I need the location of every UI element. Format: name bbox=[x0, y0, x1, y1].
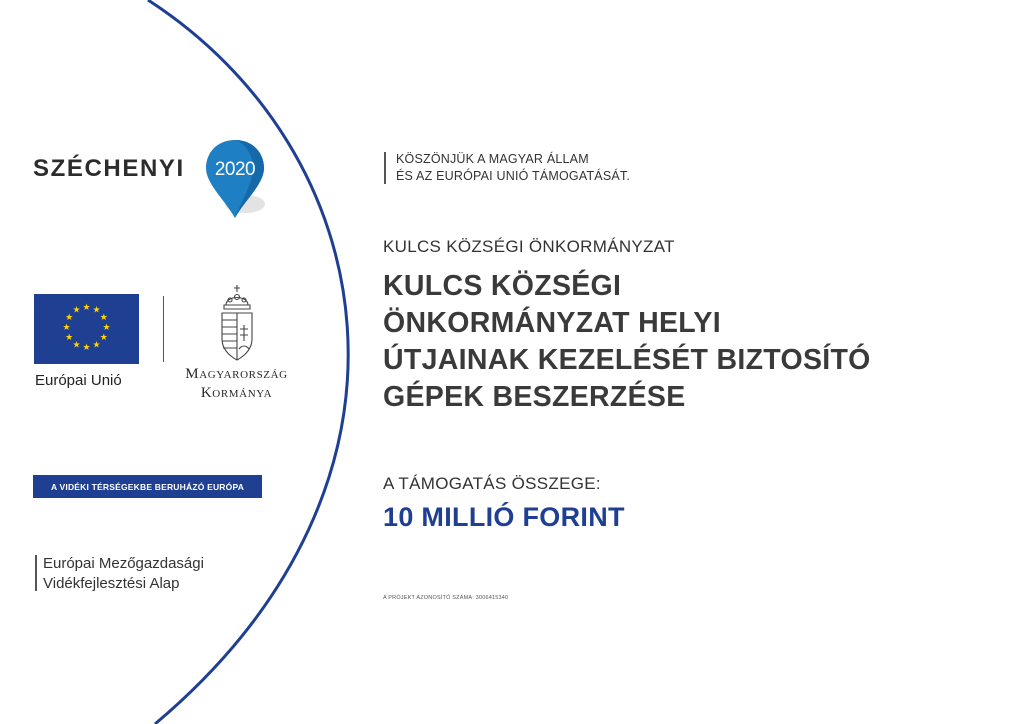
szechenyi-2020-pin-logo bbox=[203, 138, 271, 220]
support-amount-label: A TÁMOGATÁS ÖSSZEGE: bbox=[383, 474, 601, 493]
svg-text:★: ★ bbox=[82, 303, 91, 313]
rural-investment-badge: A VIDÉKI TÉRSÉGEKBE BERUHÁZÓ EURÓPA bbox=[33, 475, 262, 498]
program-year: 2020 bbox=[214, 159, 256, 180]
project-title-line: ÖNKORMÁNYZAT HELYI bbox=[383, 307, 721, 339]
svg-text:★: ★ bbox=[82, 343, 91, 353]
fund-name-line2: Vidékfejlesztési Alap bbox=[43, 575, 180, 592]
fund-divider bbox=[35, 555, 37, 591]
government-label-line2: Kormánya bbox=[200, 385, 273, 401]
eu-flag-icon bbox=[34, 294, 139, 364]
thanks-line1: KÖSZÖNJÜK A MAGYAR ÁLLAM bbox=[396, 152, 589, 166]
project-title-line: KULCS KÖZSÉGI bbox=[383, 270, 622, 302]
program-name: SZÉCHENYI bbox=[33, 155, 185, 182]
logo-divider bbox=[163, 296, 164, 362]
svg-text:★: ★ bbox=[62, 323, 71, 333]
project-title-line: ÚTJAINAK KEZELÉSÉT BIZTOSÍTÓ bbox=[383, 344, 871, 376]
government-label-line1: Magyarország bbox=[185, 366, 288, 382]
project-id: A PROJEKT AZONOSÍTÓ SZÁMA: 3006415340 bbox=[383, 595, 509, 601]
svg-text:★: ★ bbox=[72, 340, 81, 351]
svg-text:★: ★ bbox=[92, 340, 101, 351]
eu-label: Európai Unió bbox=[35, 372, 122, 389]
svg-text:★: ★ bbox=[65, 333, 74, 343]
fund-name-line1: Európai Mezőgazdasági bbox=[43, 555, 204, 572]
beneficiary-name: KULCS KÖZSÉGI ÖNKORMÁNYZAT bbox=[383, 237, 675, 256]
svg-text:★: ★ bbox=[99, 333, 108, 343]
project-title-line: GÉPEK BESZERZÉSE bbox=[383, 381, 686, 413]
svg-text:★: ★ bbox=[65, 313, 74, 323]
support-amount: 10 MILLIÓ FORINT bbox=[383, 502, 625, 532]
project-title bbox=[383, 268, 1003, 416]
svg-text:★: ★ bbox=[72, 305, 81, 316]
svg-text:★: ★ bbox=[99, 313, 108, 323]
svg-text:★: ★ bbox=[92, 305, 101, 316]
svg-text:★: ★ bbox=[102, 323, 111, 333]
thanks-divider bbox=[384, 152, 386, 184]
hungary-coat-of-arms-icon bbox=[214, 283, 260, 365]
thanks-line2: ÉS AZ EURÓPAI UNIÓ TÁMOGATÁSÁT. bbox=[396, 169, 631, 183]
